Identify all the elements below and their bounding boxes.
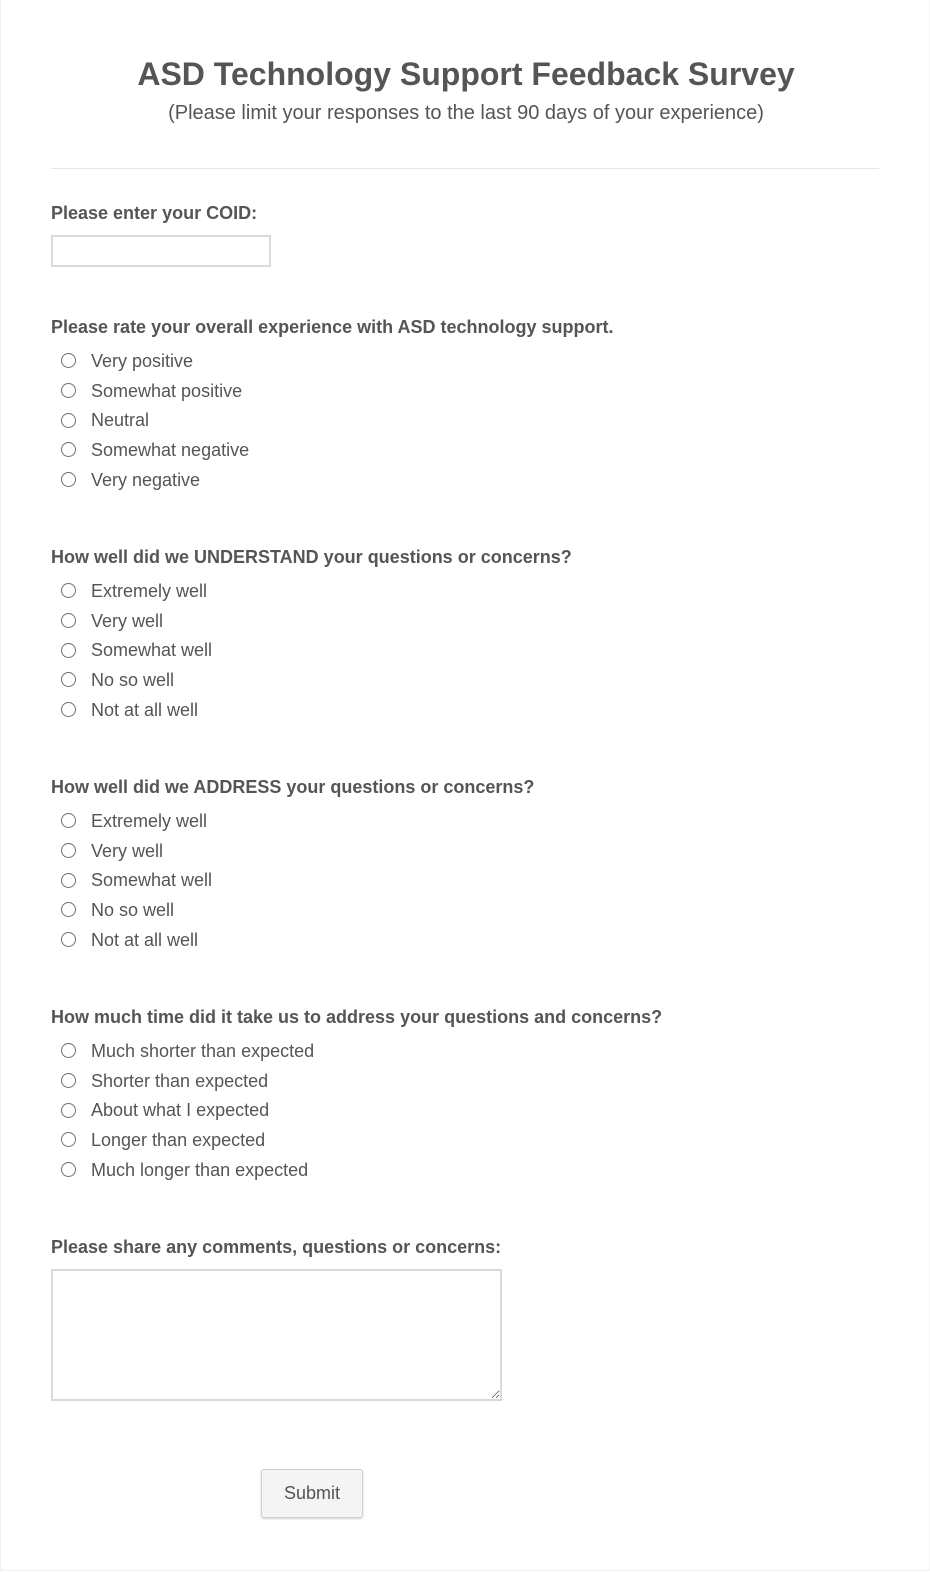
radio-button-icon[interactable] bbox=[61, 932, 76, 947]
radio-button-icon[interactable] bbox=[61, 383, 76, 398]
radio-option[interactable] bbox=[59, 635, 212, 665]
radio-option[interactable] bbox=[59, 665, 212, 695]
radio-button-icon[interactable] bbox=[61, 613, 76, 628]
radio-option[interactable] bbox=[59, 1095, 314, 1125]
radio-button-icon[interactable] bbox=[61, 1132, 76, 1147]
radio-button-icon[interactable] bbox=[61, 843, 76, 858]
question-time-label: How much time did it take us to address your questions and concerns? bbox=[51, 1007, 663, 1027]
survey-header bbox=[1, 52, 930, 126]
question-understand-label: How well did we UNDERSTAND your questions or concerns? bbox=[51, 547, 572, 567]
radio-option[interactable] bbox=[59, 865, 212, 895]
radio-option-label: Somewhat well bbox=[91, 870, 213, 891]
radio-option-label: Somewhat positive bbox=[91, 380, 243, 401]
page-subtitle: (Please limit your responses to the last 90 days of your experience) bbox=[168, 102, 764, 124]
radio-button-icon[interactable] bbox=[61, 1043, 76, 1058]
radio-option[interactable] bbox=[59, 1066, 314, 1096]
address-radio-group bbox=[59, 806, 212, 954]
radio-option-label: Shorter than expected bbox=[91, 1070, 269, 1091]
radio-option-label: Not at all well bbox=[91, 929, 199, 950]
radio-option-label: Somewhat well bbox=[91, 640, 213, 661]
radio-button-icon[interactable] bbox=[61, 873, 76, 888]
radio-button-icon[interactable] bbox=[61, 442, 76, 457]
comments-label: Please share any comments, questions or concerns: bbox=[51, 1237, 502, 1257]
page-title: ASD Technology Support Feedback Survey bbox=[137, 56, 795, 92]
coid-input[interactable] bbox=[51, 235, 271, 267]
radio-option[interactable] bbox=[59, 836, 212, 866]
radio-button-icon[interactable] bbox=[61, 413, 76, 428]
radio-option[interactable] bbox=[59, 435, 249, 465]
radio-button-icon[interactable] bbox=[61, 702, 76, 717]
radio-option[interactable] bbox=[59, 806, 212, 836]
radio-option-label: Longer than expected bbox=[91, 1129, 266, 1150]
radio-option[interactable] bbox=[59, 895, 212, 925]
radio-button-icon[interactable] bbox=[61, 353, 76, 368]
question-overall-experience-label: Please rate your overall experience with ASD technology support. bbox=[51, 317, 614, 337]
radio-option-label: No so well bbox=[91, 669, 175, 690]
radio-option[interactable] bbox=[59, 1125, 314, 1155]
question-address-label: How well did we ADDRESS your questions or concerns? bbox=[51, 777, 535, 797]
radio-button-icon[interactable] bbox=[61, 902, 76, 917]
radio-option[interactable] bbox=[59, 405, 249, 435]
comments-textarea[interactable] bbox=[51, 1269, 502, 1401]
radio-option-label: Very positive bbox=[91, 350, 194, 371]
time-radio-group bbox=[59, 1036, 314, 1184]
radio-option-label: About what I expected bbox=[91, 1100, 270, 1121]
radio-option[interactable] bbox=[59, 1155, 314, 1185]
radio-option[interactable] bbox=[59, 695, 212, 725]
radio-button-icon[interactable] bbox=[61, 1162, 76, 1177]
radio-option-label: Somewhat negative bbox=[91, 439, 250, 460]
radio-option-label: Very well bbox=[91, 610, 164, 631]
radio-option[interactable] bbox=[59, 465, 249, 495]
radio-button-icon[interactable] bbox=[61, 1103, 76, 1118]
radio-option[interactable] bbox=[59, 606, 212, 636]
radio-option[interactable] bbox=[59, 925, 212, 955]
header-divider bbox=[51, 168, 879, 169]
radio-option-label: Very well bbox=[91, 840, 164, 861]
radio-option[interactable] bbox=[59, 576, 212, 606]
radio-option-label: Extremely well bbox=[91, 810, 208, 831]
radio-button-icon[interactable] bbox=[61, 643, 76, 658]
radio-option[interactable] bbox=[59, 376, 249, 406]
overall-experience-radio-group bbox=[59, 346, 249, 494]
radio-option-label: Extremely well bbox=[91, 580, 208, 601]
radio-button-icon[interactable] bbox=[61, 583, 76, 598]
radio-option-label: No so well bbox=[91, 899, 175, 920]
submit-button[interactable]: Submit bbox=[261, 1469, 363, 1518]
radio-button-icon[interactable] bbox=[61, 672, 76, 687]
radio-option-label: Not at all well bbox=[91, 699, 199, 720]
radio-button-icon[interactable] bbox=[61, 472, 76, 487]
radio-option-label: Much shorter than expected bbox=[91, 1040, 315, 1061]
understand-radio-group bbox=[59, 576, 212, 724]
radio-button-icon[interactable] bbox=[61, 1073, 76, 1088]
radio-option-label: Much longer than expected bbox=[91, 1159, 309, 1180]
radio-option-label: Neutral bbox=[91, 410, 150, 431]
coid-label: Please enter your COID: bbox=[51, 203, 258, 223]
radio-option[interactable] bbox=[59, 346, 249, 376]
radio-option-label: Very negative bbox=[91, 469, 201, 490]
radio-option[interactable] bbox=[59, 1036, 314, 1066]
radio-button-icon[interactable] bbox=[61, 813, 76, 828]
